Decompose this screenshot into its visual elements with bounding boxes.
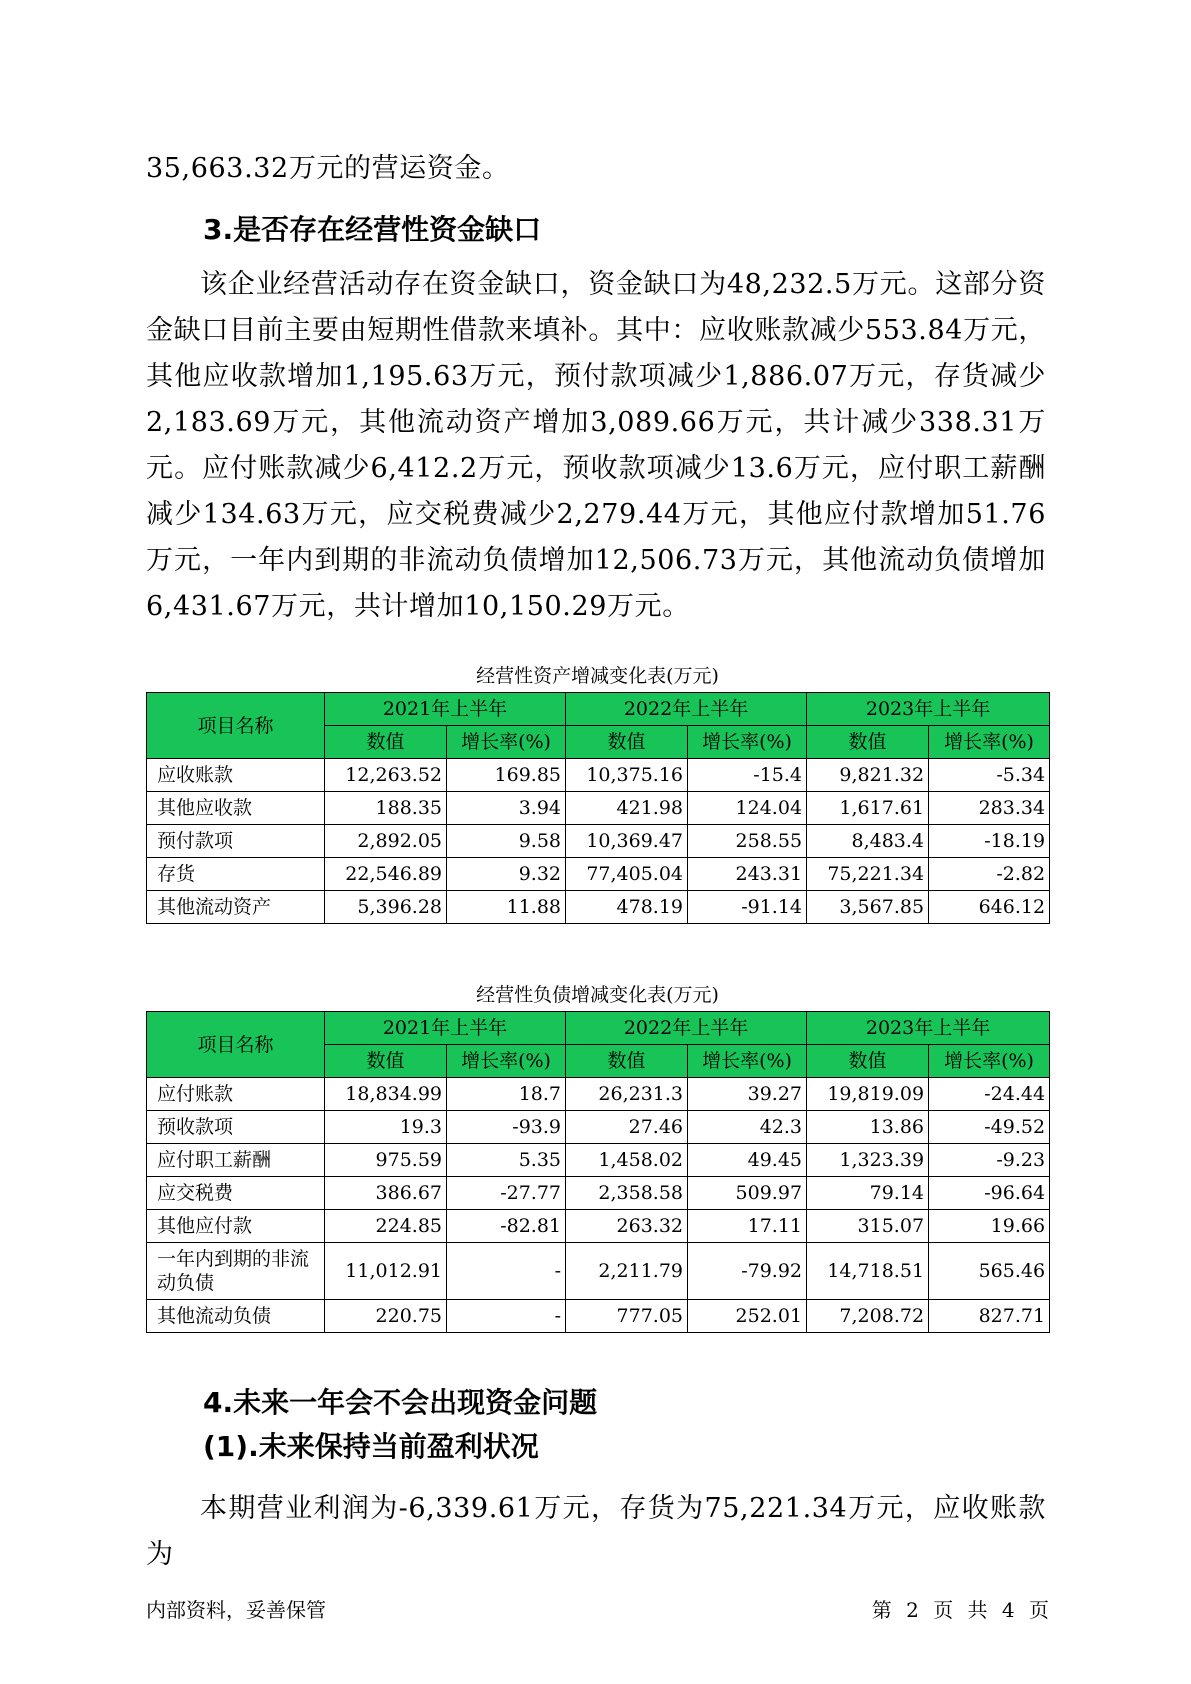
header-period-2023: 2023年上半年 bbox=[807, 693, 1050, 726]
header-growth-rate: 增长率(%) bbox=[688, 1045, 807, 1078]
header-value: 数值 bbox=[566, 1045, 688, 1078]
table-row bbox=[147, 1210, 1050, 1243]
cell-growth-rate: - bbox=[447, 1243, 566, 1300]
header-value: 数值 bbox=[325, 1045, 447, 1078]
cell-growth-rate: 124.04 bbox=[688, 792, 807, 825]
header-value: 数值 bbox=[325, 726, 447, 759]
table-row bbox=[147, 825, 1050, 858]
row-item-name: 应付账款 bbox=[147, 1078, 325, 1111]
cell-growth-rate: -15.4 bbox=[688, 759, 807, 792]
cell-growth-rate: -5.34 bbox=[929, 759, 1050, 792]
cell-value: 478.19 bbox=[566, 891, 688, 924]
section-heading-future-funding: 4.未来一年会不会出现资金问题 bbox=[203, 1386, 598, 1419]
cell-value: 22,546.89 bbox=[325, 858, 447, 891]
row-item-name: 应付职工薪酬 bbox=[147, 1144, 325, 1177]
header-value: 数值 bbox=[807, 1045, 929, 1078]
cell-growth-rate: 9.32 bbox=[447, 858, 566, 891]
header-period-2022: 2022年上半年 bbox=[566, 1012, 807, 1045]
cell-value: 315.07 bbox=[807, 1210, 929, 1243]
row-item-name: 其他流动负债 bbox=[147, 1300, 325, 1333]
cell-growth-rate: 17.11 bbox=[688, 1210, 807, 1243]
cell-value: 5,396.28 bbox=[325, 891, 447, 924]
row-item-name: 其他应收款 bbox=[147, 792, 325, 825]
cell-value: 79.14 bbox=[807, 1177, 929, 1210]
row-item-name: 其他应付款 bbox=[147, 1210, 325, 1243]
header-period-2022: 2022年上半年 bbox=[566, 693, 807, 726]
paragraph-working-capital: 35,663.32万元的营运资金。 bbox=[146, 153, 510, 184]
cell-growth-rate: 11.88 bbox=[447, 891, 566, 924]
cell-value: 2,211.79 bbox=[566, 1243, 688, 1300]
cell-growth-rate: -79.92 bbox=[688, 1243, 807, 1300]
cell-growth-rate: 283.34 bbox=[929, 792, 1050, 825]
row-item-name: 预付款项 bbox=[147, 825, 325, 858]
cell-value: 19,819.09 bbox=[807, 1078, 929, 1111]
table-row bbox=[147, 759, 1050, 792]
cell-growth-rate: -24.44 bbox=[929, 1078, 1050, 1111]
cell-value: 1,458.02 bbox=[566, 1144, 688, 1177]
header-value: 数值 bbox=[566, 726, 688, 759]
cell-growth-rate: -93.9 bbox=[447, 1111, 566, 1144]
cell-value: 386.67 bbox=[325, 1177, 447, 1210]
cell-growth-rate: 646.12 bbox=[929, 891, 1050, 924]
cell-value: 12,263.52 bbox=[325, 759, 447, 792]
cell-growth-rate: 49.45 bbox=[688, 1144, 807, 1177]
row-item-name: 预收款项 bbox=[147, 1111, 325, 1144]
header-period-2021: 2021年上半年 bbox=[325, 693, 566, 726]
cell-growth-rate: 243.31 bbox=[688, 858, 807, 891]
header-period-2023: 2023年上半年 bbox=[807, 1012, 1050, 1045]
row-item-name: 其他流动资产 bbox=[147, 891, 325, 924]
cell-growth-rate: -9.23 bbox=[929, 1144, 1050, 1177]
cell-value: 10,369.47 bbox=[566, 825, 688, 858]
table-row bbox=[147, 1144, 1050, 1177]
cell-value: 77,405.04 bbox=[566, 858, 688, 891]
cell-growth-rate: 258.55 bbox=[688, 825, 807, 858]
cell-value: 2,358.58 bbox=[566, 1177, 688, 1210]
row-item-name: 存货 bbox=[147, 858, 325, 891]
table-row bbox=[147, 1177, 1050, 1210]
header-item-name: 项目名称 bbox=[147, 693, 325, 759]
header-growth-rate: 增长率(%) bbox=[447, 1045, 566, 1078]
cell-value: 18,834.99 bbox=[325, 1078, 447, 1111]
cell-value: 11,012.91 bbox=[325, 1243, 447, 1300]
cell-value: 27.46 bbox=[566, 1111, 688, 1144]
table-row bbox=[147, 891, 1050, 924]
subsection-heading-current-profit: (1).未来保持当前盈利状况 bbox=[203, 1430, 539, 1463]
cell-value: 777.05 bbox=[566, 1300, 688, 1333]
header-item-name: 项目名称 bbox=[147, 1012, 325, 1078]
cell-growth-rate: 252.01 bbox=[688, 1300, 807, 1333]
header-period-2021: 2021年上半年 bbox=[325, 1012, 566, 1045]
table-caption-assets: 经营性资产增减变化表(万元) bbox=[476, 665, 719, 687]
cell-growth-rate: -2.82 bbox=[929, 858, 1050, 891]
cell-value: 1,617.61 bbox=[807, 792, 929, 825]
operating-liabilities-table bbox=[146, 1011, 1050, 1333]
cell-value: 10,375.16 bbox=[566, 759, 688, 792]
cell-growth-rate: 3.94 bbox=[447, 792, 566, 825]
cell-value: 26,231.3 bbox=[566, 1078, 688, 1111]
cell-value: 9,821.32 bbox=[807, 759, 929, 792]
cell-value: 19.3 bbox=[325, 1111, 447, 1144]
footer-confidential-note: 内部资料，妥善保管 bbox=[146, 1598, 326, 1622]
cell-growth-rate: 18.7 bbox=[447, 1078, 566, 1111]
cell-value: 13.86 bbox=[807, 1111, 929, 1144]
table-row bbox=[147, 1300, 1050, 1333]
cell-growth-rate: 39.27 bbox=[688, 1078, 807, 1111]
cell-growth-rate: 565.46 bbox=[929, 1243, 1050, 1300]
header-growth-rate: 增长率(%) bbox=[688, 726, 807, 759]
cell-growth-rate: 169.85 bbox=[447, 759, 566, 792]
cell-value: 3,567.85 bbox=[807, 891, 929, 924]
table-row bbox=[147, 1111, 1050, 1144]
cell-value: 975.59 bbox=[325, 1144, 447, 1177]
cell-growth-rate: 42.3 bbox=[688, 1111, 807, 1144]
row-item-name: 一年内到期的非流动负债 bbox=[147, 1243, 325, 1300]
cell-value: 1,323.39 bbox=[807, 1144, 929, 1177]
cell-growth-rate: - bbox=[447, 1300, 566, 1333]
cell-value: 8,483.4 bbox=[807, 825, 929, 858]
paragraph-operating-profit: 本期营业利润为-6,339.61万元，存货为75,221.34万元，应收账款为 bbox=[146, 1493, 1046, 1570]
header-growth-rate: 增长率(%) bbox=[929, 726, 1050, 759]
cell-growth-rate: 827.71 bbox=[929, 1300, 1050, 1333]
cell-growth-rate: -49.52 bbox=[929, 1111, 1050, 1144]
cell-growth-rate: -91.14 bbox=[688, 891, 807, 924]
header-value: 数值 bbox=[807, 726, 929, 759]
cell-value: 421.98 bbox=[566, 792, 688, 825]
footer-page-number: 第 2 页 共 4 页 bbox=[871, 1598, 1049, 1622]
cell-growth-rate: 5.35 bbox=[447, 1144, 566, 1177]
cell-value: 75,221.34 bbox=[807, 858, 929, 891]
cell-growth-rate: -96.64 bbox=[929, 1177, 1050, 1210]
operating-assets-table bbox=[146, 692, 1050, 924]
cell-growth-rate: -27.77 bbox=[447, 1177, 566, 1210]
cell-value: 188.35 bbox=[325, 792, 447, 825]
table-row bbox=[147, 1078, 1050, 1111]
paragraph-funding-gap: 该企业经营活动存在资金缺口，资金缺口为48,232.5万元。这部分资金缺口目前主要由短期性借款来填补。其中：应收账款减少553.84万元，其他应收款增加1,195.63万元，预付款项减少1,886.07万元，存货减少2,183.69万元，其他流动资产增加3,089.66万元，共计减少338.31万元。应付账款减少6,412.2万元，预收款项减少13.6万元，应付职工薪酬减少134.63万元，应交税费减少2,279.44万元，其他应付款增加51.76万元，一年内到期的非流动负债增加12,506.73万元，其他流动负债增加6,431.67万元，共计增加10,150.29万元。 bbox=[146, 269, 1046, 622]
table-caption-liabilities: 经营性负债增减变化表(万元) bbox=[476, 984, 719, 1006]
table-row bbox=[147, 1243, 1050, 1300]
header-growth-rate: 增长率(%) bbox=[447, 726, 566, 759]
table-row bbox=[147, 858, 1050, 891]
cell-value: 220.75 bbox=[325, 1300, 447, 1333]
cell-value: 14,718.51 bbox=[807, 1243, 929, 1300]
cell-value: 2,892.05 bbox=[325, 825, 447, 858]
cell-growth-rate: 19.66 bbox=[929, 1210, 1050, 1243]
section-heading-funding-gap: 3.是否存在经营性资金缺口 bbox=[203, 213, 542, 246]
cell-growth-rate: 509.97 bbox=[688, 1177, 807, 1210]
row-item-name: 应收账款 bbox=[147, 759, 325, 792]
cell-growth-rate: -18.19 bbox=[929, 825, 1050, 858]
cell-value: 224.85 bbox=[325, 1210, 447, 1243]
cell-value: 263.32 bbox=[566, 1210, 688, 1243]
header-growth-rate: 增长率(%) bbox=[929, 1045, 1050, 1078]
row-item-name: 应交税费 bbox=[147, 1177, 325, 1210]
cell-growth-rate: -82.81 bbox=[447, 1210, 566, 1243]
cell-growth-rate: 9.58 bbox=[447, 825, 566, 858]
cell-value: 7,208.72 bbox=[807, 1300, 929, 1333]
table-row bbox=[147, 792, 1050, 825]
